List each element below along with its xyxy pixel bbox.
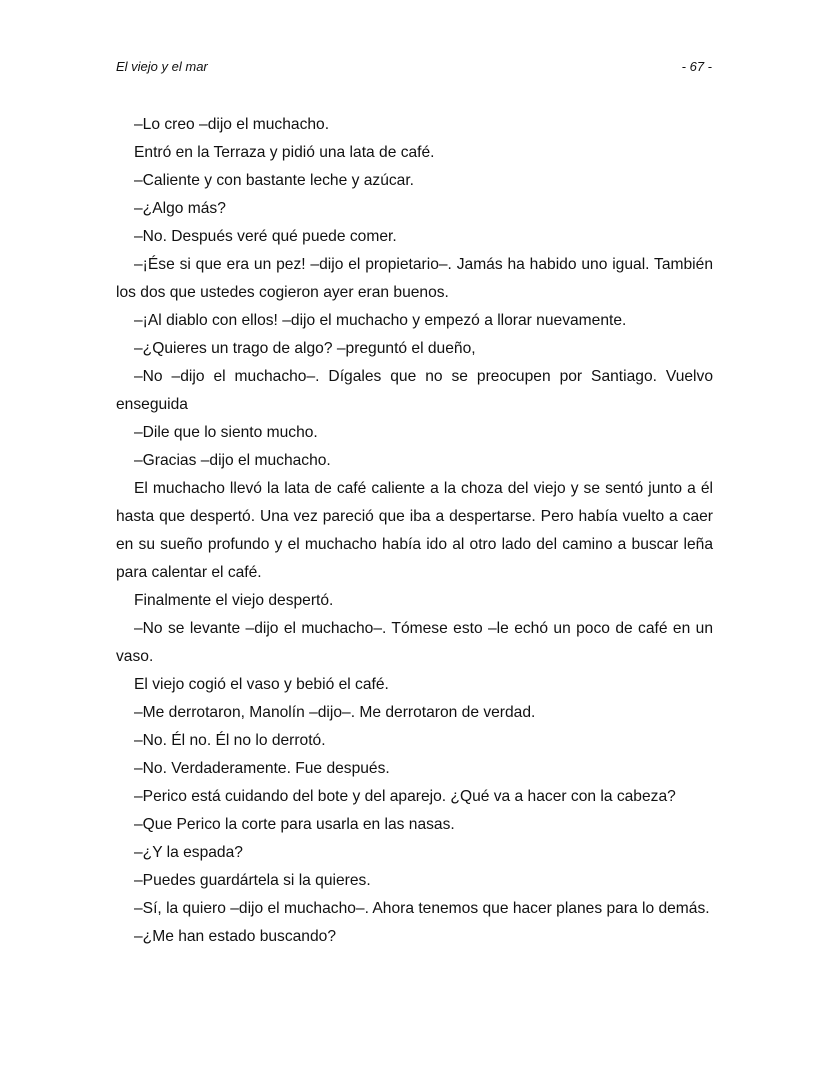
body-text [116,111,713,951]
paragraph: –Gracias –dijo el muchacho. [134,452,331,469]
paragraph: El viejo cogió el vaso y bebió el café. [134,676,389,693]
paragraph: –¿Algo más? [134,200,226,217]
paragraph: –Sí, la quiero –dijo el muchacho–. Ahora tenemos que hacer planes para lo demás. [134,900,710,917]
paragraph: –¡Ése si que era un pez! –dijo el propietario–. Jamás ha habido uno igual. También los dos que ustedes cogieron ayer eran buenos. [116,256,713,301]
paragraph: –No. Él no. Él no lo derrotó. [134,732,326,749]
paragraph: –No. Después veré qué puede comer. [134,228,397,245]
paragraph: –Perico está cuidando del bote y del aparejo. ¿Qué va a hacer con la cabeza? [134,788,676,805]
paragraph: –Me derrotaron, Manolín –dijo–. Me derrotaron de verdad. [134,704,536,721]
paragraph: –¿Quieres un trago de algo? –preguntó el dueño, [134,340,476,357]
book-title: El viejo y el mar [116,59,208,74]
paragraph: –No. Verdaderamente. Fue después. [134,760,390,777]
paragraph: El muchacho llevó la lata de café caliente a la choza del viejo y se sentó junto a él hasta que despertó. Una vez pareció que iba a despertarse. Pero había vuelto a caer en su sueño profundo y el muchacho había ido al otro lado del camino a buscar leña para calentar el café. [116,480,713,581]
paragraph: –No se levante –dijo el muchacho–. Tómese esto –le echó un poco de café en un vaso. [116,620,713,665]
paragraph: –¡Al diablo con ellos! –dijo el muchacho y empezó a llorar nuevamente. [134,312,627,329]
paragraph: –Lo creo –dijo el muchacho. [134,116,330,133]
paragraph: –Puedes guardártela si la quieres. [134,872,371,889]
page-header [116,57,712,77]
paragraph: –Caliente y con bastante leche y azúcar. [134,172,414,189]
paragraph: Finalmente el viejo despertó. [134,592,334,609]
paragraph: –Que Perico la corte para usarla en las nasas. [134,816,455,833]
paragraph: –¿Y la espada? [134,844,243,861]
paragraph: Entró en la Terraza y pidió una lata de café. [134,144,435,161]
paragraph: –Dile que lo siento mucho. [134,424,318,441]
page-number: - 67 - [681,59,712,74]
paragraph: –No –dijo el muchacho–. Dígales que no se preocupen por Santiago. Vuelvo enseguida [116,368,713,413]
paragraph: –¿Me han estado buscando? [134,928,336,945]
